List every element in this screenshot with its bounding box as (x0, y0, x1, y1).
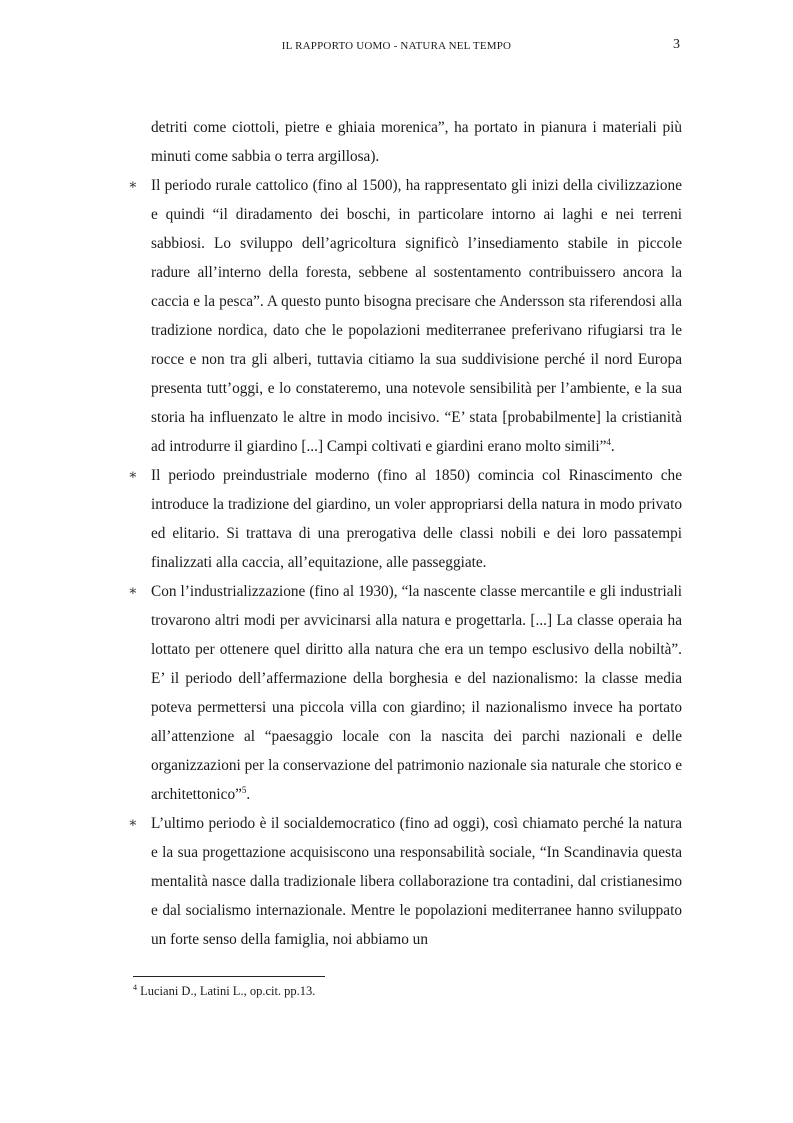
list-item (128, 461, 682, 577)
footnote-ref[interactable]: 5 (241, 784, 247, 795)
list-item-punct: . (610, 438, 615, 455)
list-item-text: L’ultimo periodo è il socialdemocratico (fino ad oggi), così chiamato perché la natura e la sua progettazione acquisiscono una responsabilità sociale, “In Scandinavia questa mentalità nasce dalla tradizionale libera collaborazione tra contadini, dal cristianesimo e dal socialismo internazionale. Mentre le popolazioni mediterranee hanno sviluppato un forte senso della famiglia, noi abbiamo un (151, 815, 682, 948)
asterisk-bullet-icon: ∗ (128, 178, 138, 193)
list-item-text: Il periodo rurale cattolico (fino al 1500), ha rappresentato gli inizi della civilizzazione e quindi “il diradamento dei boschi, in particolare intorno ai laghi e nei terreni sabbiosi. Lo sviluppo dell’agricoltura significò l’insediamento stabile in piccole radure all’interno della foresta, sebbene al sostentamento contribuissero ancora la caccia e la pesca”. A questo punto bisogna precisare che Andersson sta riferendosi alla tradizione nordica, dato che le popolazioni mediterranee preferivano rifugiarsi tra le rocce e non tra gli alberi, tuttavia citiamo la sua suddivisione perché il nord Europa presenta tutt’oggi, e lo constateremo, una notevole sensibilità per l’ambiente, e la sua storia ha influenzato le altre in modo incisivo. “E’ stata [probabilmente] la cristianità ad introdurre il giardino [...] Campi coltivati e giardini erano molto simili” (151, 177, 682, 455)
list-item-text: Il periodo preindustriale moderno (fino al 1850) comincia col Rinascimento che introduce la tradizione del giardino, un voler appropriarsi della natura in modo privato ed elitario. Si trattava di una prerogativa delle classi nobili e dei loro passatempi finalizzati alla caccia, all’equitazione, alle passeggiate. (151, 467, 682, 571)
continuation-paragraph: detriti come ciottoli, pietre e ghiaia morenica”, ha portato in pianura i materiali più minuti come sabbia o terra argillosa). (151, 119, 682, 165)
running-header: IL RAPPORTO UOMO - NATURA NEL TEMPO (281, 40, 512, 52)
asterisk-bullet-icon: ∗ (128, 584, 138, 599)
list-item (128, 577, 682, 809)
list-item-text: Con l’industrializzazione (fino al 1930), “la nascente classe mercantile e gli industriali trovarono altri modi per avvicinarsi alla natura e progettarla. [...] La classe operaia ha lottato per ottenere quel diritto alla natura che era un tempo esclusivo della nobiltà”. E’ il periodo dell’affermazione della borghesia e del nazionalismo: la classe media poteva permettersi una piccola villa con giardino; il nazionalismo invece ha portato all’attenzione al “paesaggio locale con la nascita dei parchi nazionali e delle organizzazioni per la conservazione del patrimonio nazionale sia naturale che storico e architettonico” (151, 583, 682, 803)
list-item (128, 171, 682, 461)
footnote-text: Luciani D., Latini L., op.cit. pp.13. (140, 984, 316, 998)
footnote-divider (133, 976, 325, 977)
asterisk-bullet-icon: ∗ (128, 468, 138, 483)
list-item-punct: . (246, 786, 251, 803)
footnote (133, 984, 315, 999)
list-item (128, 809, 682, 954)
footnote-number: 4 (133, 982, 137, 992)
page-number: 3 (673, 37, 680, 52)
asterisk-bullet-icon: ∗ (128, 816, 138, 831)
footnote-ref[interactable]: 4 (606, 436, 611, 447)
body-text (128, 113, 682, 954)
